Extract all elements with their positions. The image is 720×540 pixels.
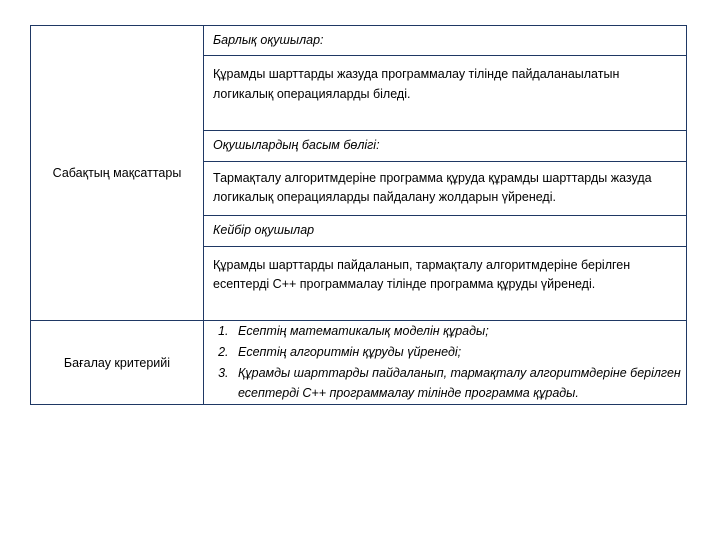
- list-item: 3. Құрамды шарттарды пайдаланып, тармақталу алгоритмдеріне берілген есептерді С++ программалау тілінде программа құрады.: [232, 363, 686, 403]
- objective-group-body-most: [204, 161, 686, 216]
- objective-group-heading-most: [204, 131, 686, 161]
- objectives-cell: [204, 26, 687, 321]
- lesson-plan-table: [30, 25, 687, 405]
- list-item: 1. Есептің математикалық моделін құрады;: [232, 321, 686, 341]
- objective-body-most-students: Тармақталу алгоритмдеріне программа құруда құрамды шарттарды жазуда логикалық операцияларды пайдалану жолдарын үйренеді.: [204, 161, 686, 216]
- list-item: 2. Есептің алгоритмін құруды үйренеді;: [232, 342, 686, 362]
- criteria-list: [204, 321, 686, 403]
- row-label-objectives: Сабақтың мақсаттары: [31, 26, 204, 321]
- objective-heading-most-students: Оқушылардың басым бөлігі:: [204, 131, 686, 161]
- objective-heading-all-students: Барлық оқушылар:: [204, 26, 686, 56]
- row-label-criteria: Бағалау критерийі: [31, 321, 204, 405]
- objective-group-body-some: [204, 246, 686, 320]
- table-row-objectives: [31, 26, 687, 321]
- objective-body-some-students: Құрамды шарттарды пайдаланып, тармақталу алгоритмдеріне берілген есептерді С++ программалау тілінде программа құруды үйренеді.: [213, 257, 631, 291]
- objective-group-heading-all: [204, 26, 686, 56]
- objective-group-body-all: [204, 56, 686, 131]
- table-row-criteria: [31, 321, 687, 405]
- objective-heading-some-students: Кейбір оқушылар: [204, 216, 686, 246]
- criteria-cell: [204, 321, 687, 405]
- objective-group-heading-some: [204, 216, 686, 246]
- objectives-subtable: [204, 26, 686, 320]
- objective-body-all-students: Құрамды шарттарды жазуда программалау тілінде пайдаланаылатын логикалық операцияларды біледі.: [204, 56, 686, 131]
